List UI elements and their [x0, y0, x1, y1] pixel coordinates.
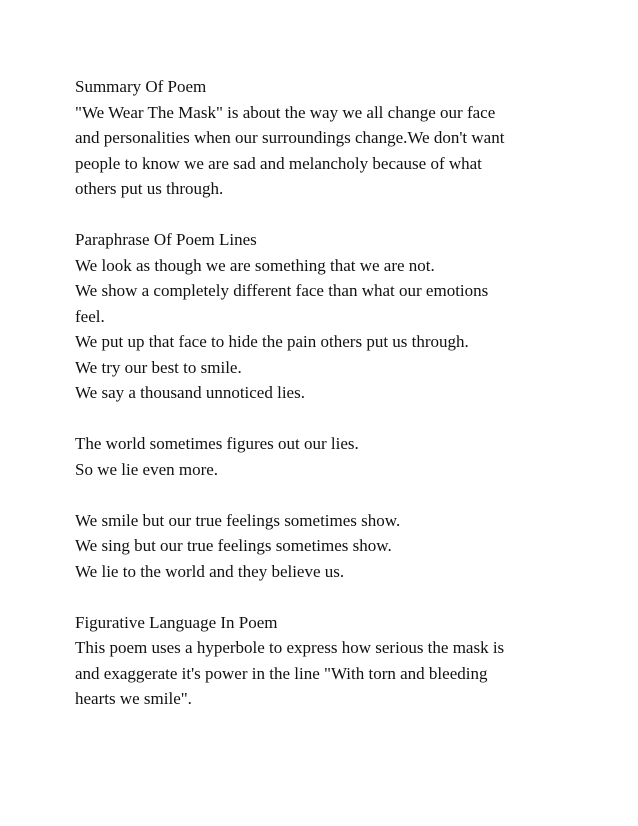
paraphrase-line: So we lie even more. [75, 459, 219, 479]
paraphrase-line: We say a thousand unnoticed lies. [75, 383, 305, 402]
paraphrase-line: We look as though we are something that we are not. [75, 255, 435, 275]
summary-line: others put us through. [75, 179, 224, 198]
figurative-line: hearts we smile". [75, 689, 192, 708]
figurative-heading: Figurative Language In Poem [75, 612, 278, 632]
paraphrase-stanza-2 [75, 431, 575, 482]
summary-heading: Summary Of Poem [75, 77, 207, 96]
paraphrase-stanza-3 [75, 508, 575, 585]
paraphrase-line: We sing but our true feelings sometimes show. [75, 536, 392, 555]
paraphrase-stanza-1 [75, 227, 575, 406]
paraphrase-heading: Paraphrase Of Poem Lines [75, 230, 257, 249]
paraphrase-line: We try our best to smile. [75, 357, 242, 377]
summary-line: "We Wear The Mask" is about the way we all change our face [75, 102, 496, 122]
figurative-line: This poem uses a hyperbole to express how serious the mask is [75, 638, 505, 657]
paraphrase-line: The world sometimes figures out our lies. [75, 434, 359, 453]
summary-section [75, 74, 575, 202]
figurative-section [75, 610, 575, 712]
summary-line: people to know we are sad and melancholy because of what [75, 153, 482, 173]
paraphrase-line: feel. [75, 306, 105, 326]
paraphrase-line: We put up that face to hide the pain others put us through. [75, 332, 469, 351]
figurative-line: and exaggerate it's power in the line "With torn and bleeding [75, 663, 488, 683]
paraphrase-line: We lie to the world and they believe us. [75, 561, 345, 581]
document-body [75, 74, 575, 737]
summary-line: and personalities when our surroundings change.We don't want [75, 128, 505, 147]
paraphrase-line: We smile but our true feelings sometimes show. [75, 510, 401, 530]
paraphrase-line: We show a completely different face than what our emotions [75, 281, 489, 300]
